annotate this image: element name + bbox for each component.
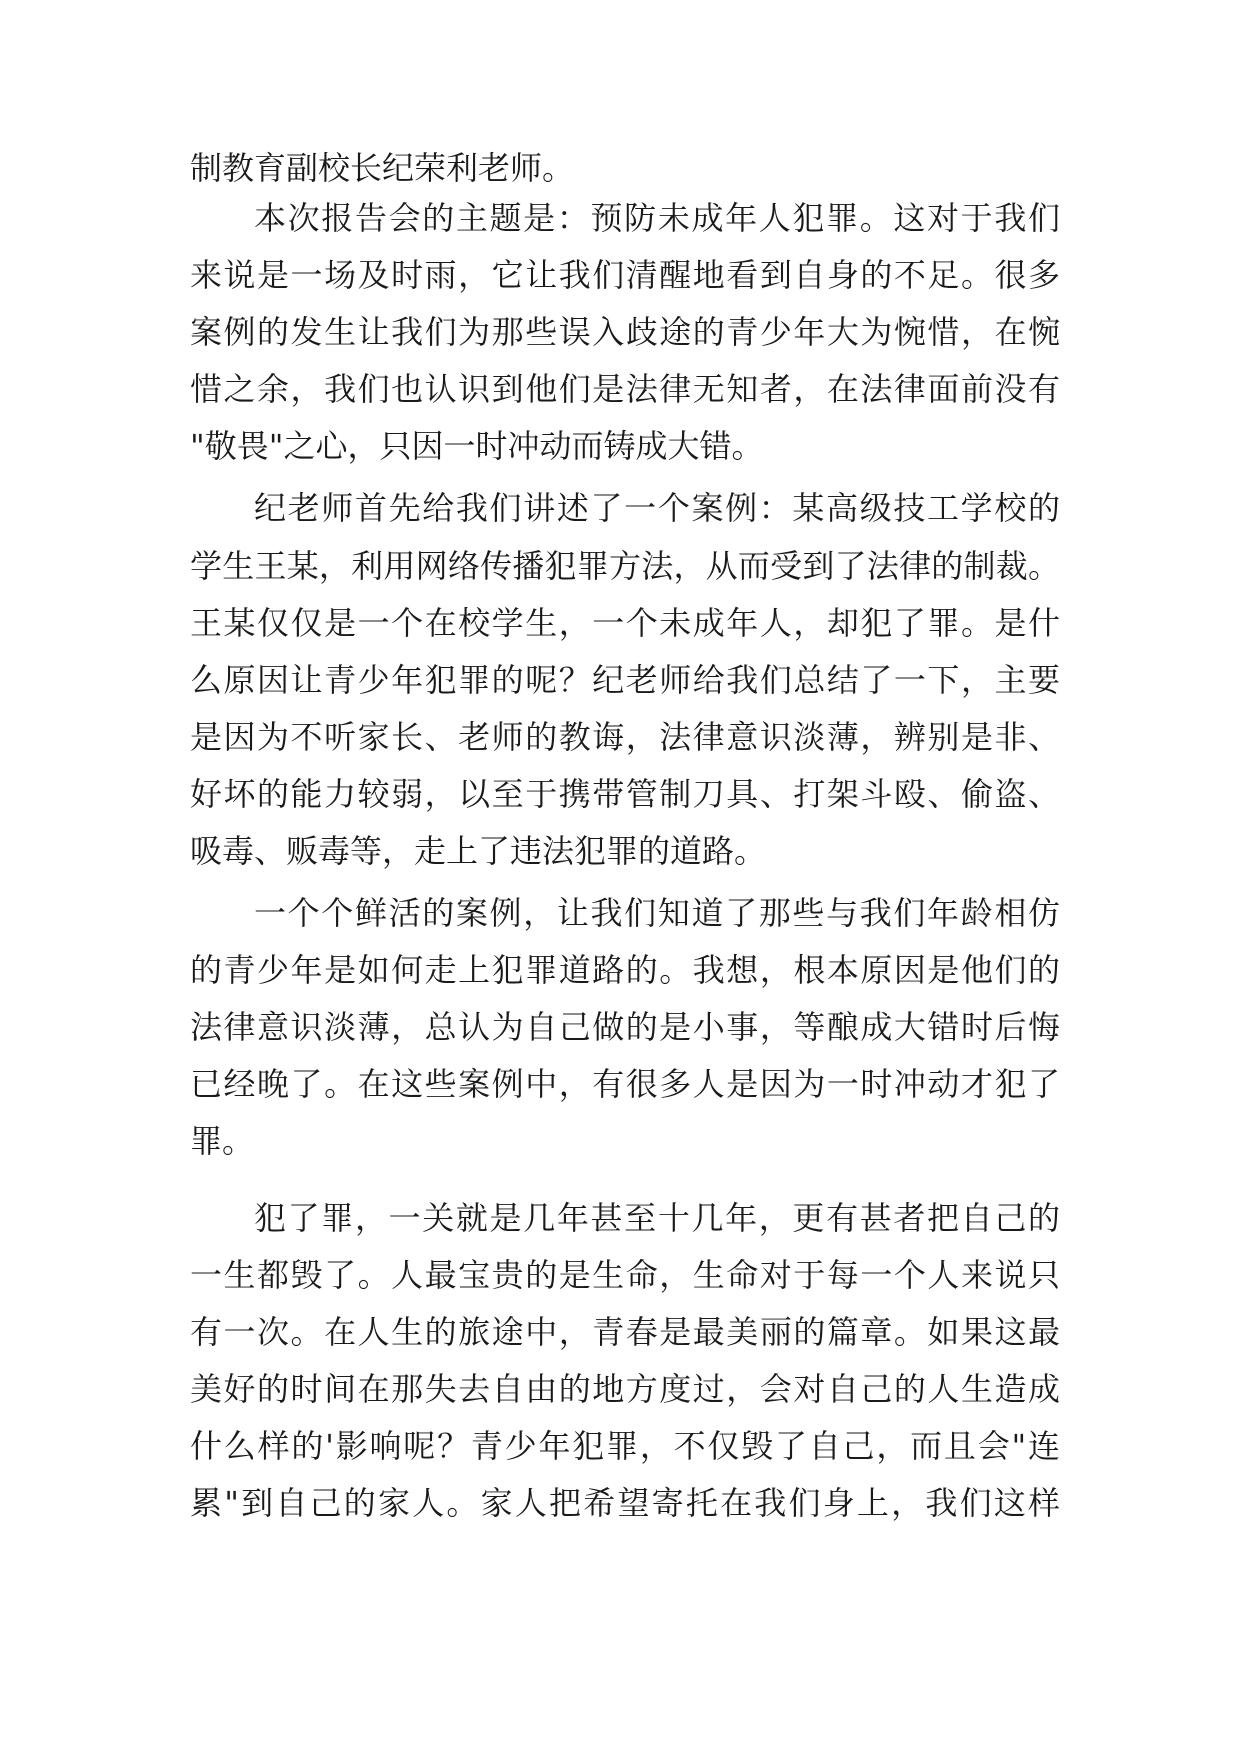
paragraph-line: 是因为不听家长、老师的教诲，法律意识淡薄，辨别是非、: [190, 718, 1060, 756]
paragraph-line: 犯了罪，一关就是几年甚至十几年，更有甚者把自己的: [254, 1199, 1060, 1237]
paragraph-line: 法律意识淡薄，总认为自己做的是小事，等酿成大错时后悔: [190, 1008, 1060, 1046]
paragraph-line: 吸毒、贩毒等，走上了违法犯罪的道路。: [190, 832, 767, 870]
paragraph-line: 案例的发生让我们为那些误入歧途的青少年大为惋惜，在惋: [190, 313, 1060, 351]
paragraph-line: 王某仅仅是一个在校学生，一个未成年人，却犯了罪。是什: [190, 604, 1060, 642]
paragraph-line: "敬畏"之心，只因一时冲动而铸成大错。: [190, 427, 764, 465]
paragraph-line: 好坏的能力较弱，以至于携带管制刀具、打架斗殴、偷盗、: [190, 775, 1060, 813]
paragraph-line: 一生都毁了。人最宝贵的是生命，生命对于每一个人来说只: [190, 1256, 1060, 1294]
paragraph-line: 美好的时间在那失去自由的地方度过，会对自己的人生造成: [190, 1370, 1060, 1408]
paragraph-line: 有一次。在人生的旅途中，青春是最美丽的篇章。如果这最: [190, 1313, 1060, 1351]
paragraph-line: 制教育副校长纪荣利老师。: [190, 149, 575, 187]
paragraph-line: 学生王某，利用网络传播犯罪方法，从而受到了法律的制裁。: [190, 547, 1060, 585]
paragraph-line: 来说是一场及时雨，它让我们清醒地看到自身的不足。很多: [190, 256, 1060, 294]
paragraph-line: 罪。: [190, 1122, 255, 1160]
paragraph-line: 惜之余，我们也认识到他们是法律无知者，在法律面前没有: [190, 370, 1060, 408]
paragraph-line: 么原因让青少年犯罪的呢？纪老师给我们总结了一下，主要: [190, 661, 1060, 699]
paragraph-line: 的青少年是如何走上犯罪道路的。我想，根本原因是他们的: [190, 951, 1060, 989]
paragraph-line: 本次报告会的主题是：预防未成年人犯罪。这对于我们: [254, 199, 1060, 237]
paragraph-line: 已经晚了。在这些案例中，有很多人是因为一时冲动才犯了: [190, 1065, 1060, 1103]
paragraph-line: 什么样的'影响呢？青少年犯罪，不仅毁了自己，而且会"连: [190, 1427, 1060, 1465]
paragraph-line: 一个个鲜活的案例，让我们知道了那些与我们年龄相仿: [254, 894, 1060, 932]
paragraph-line: 累"到自己的家人。家人把希望寄托在我们身上，我们这样: [190, 1484, 1060, 1522]
paragraph-line: 纪老师首先给我们讲述了一个案例：某高级技工学校的: [254, 489, 1060, 527]
